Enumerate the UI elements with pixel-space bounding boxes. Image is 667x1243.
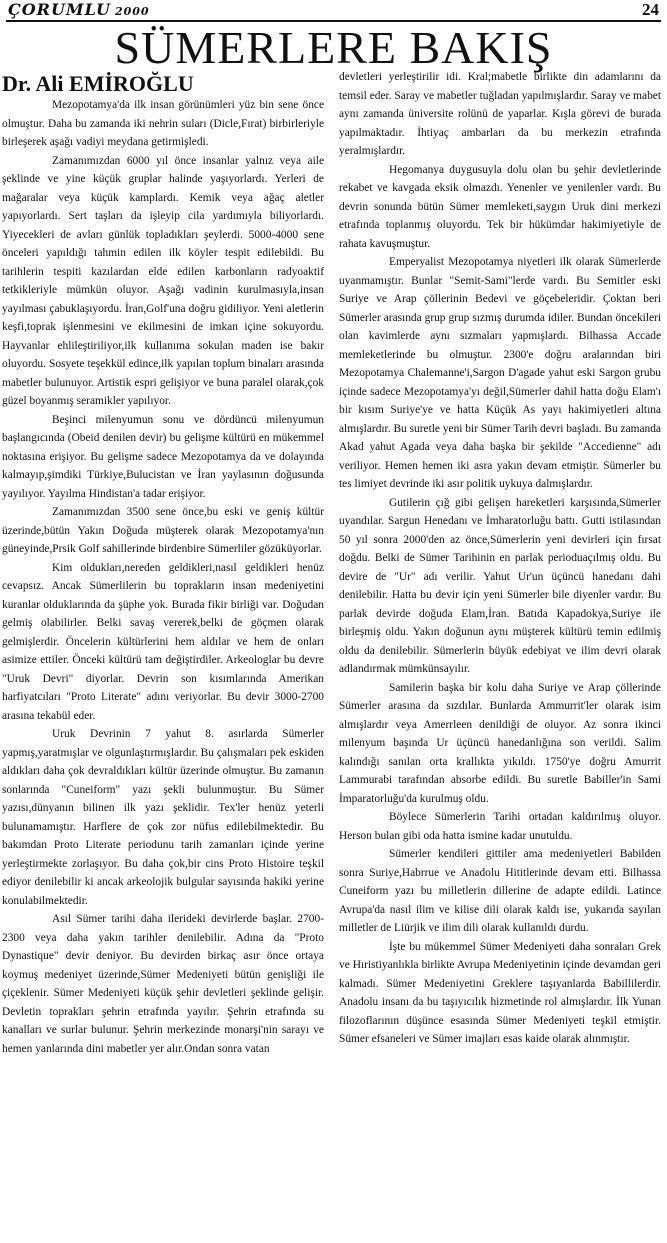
page-header xyxy=(6,0,661,20)
author-byline: Dr. Ali EMİROĞLU xyxy=(2,71,194,96)
article-title: SÜMERLERE BAKIŞ xyxy=(114,22,553,73)
paragraph: Böylece Sümerlerin Tarihi ortadan kaldırılmış oluyor. Herson bulan gibi oda hatta ismine kadar unutuldu. xyxy=(339,811,661,842)
page-number: 24 xyxy=(642,0,659,19)
paragraph: İşte bu mükemmel Sümer Medeniyeti daha sonraları Grek ve Hıristiyanlıkla birlikte Avrupa Medeniyetinin içinde devamdan geri kalmadı. Sümer Medeniyetini Greklere taşıyanlarda Babillilerdir. Anadolu insanı da bu taşıyıcılık hizmetinde rol almışlardır. İlk Yunan filozoflarının düşünce esasında Sümer Medeniyeti teşkil etmiştir. Sümer efsaneleri ve Sümer imajları esas kaide olarak alınmıştır. xyxy=(339,940,661,1045)
paragraph: Sümerler kendileri gittiler ama medeniyetleri Babilden sonra Suriye,Habrrue ve Anadolu Hititlerinde devam etti. Bilhassa Cuneiform yazı bu milletlerin dillerine de adapte edildi. Latince Avrupa'da nasıl ilim ve kilise dili olarak kaldı ise, yukarıda sayılan milletler de Liürjik ve ilim dili olarak kullanıldı durdu. xyxy=(339,848,661,934)
paragraph: Samilerin başka bir kolu daha Suriye ve Arap çöllerinde Sümerler arasına da sızdılar. Bunlarda Ammurrit'ler olarak isim almışlardır veya Amerrleen denildiği de oluyor. Az sonra ikinci milenyum başında Ur üçüncü hanedanlığına son verildi. Salim kalındığı sanılan orta krallıkta yıkıldı. 1750'ye doğru Amurrit Lammurabi tarafından absorbe edildi. Bu suretle Babiller'in Sami İmparatorluğu'da kurulmuş oldu. xyxy=(339,681,661,805)
masthead xyxy=(8,0,150,19)
masthead-year: 2000 xyxy=(114,5,150,18)
paragraph: Gutilerin çığ gibi gelişen hareketleri karşısında,Sümerler uyandılar. Sargun Henedanı ve İmharatorluğu battı. Gutti istilasından 50 yıl sonra 2000'den az önce,Sümerlerin yeni devirleri için fırsat doğdu. Belki de Sümer Tarihinin en parlak perioduaçılmış oldu. Bu devire de "Ur" adı verilir. Yahut Ur'un üçüncü hanedanı dahi denilebilir. Hatta bu devir için yeni Sümerler bile diyenler vardır. Bu parlak devirde doğuda Elam,İran. Batıda Kapadokya,Suriye ile birleşmiş oldu. Yakın doğunun aynı müşterek kültürü temin edilmiş oldu da denilebilir. Sümerlerin büyük edebiyat ve ilim devri olarak adlandırmak mümkünsayılır. xyxy=(339,496,661,675)
paragraph: devletleri yerleştirilir idi. Kral;mabetle birlikte din adamlarını da temsil eder. Saray ve mabetler tuğladan yapılmışlardır. Saray ve mabet aynı zamanda üniversite rolünü de yaparlar. Kışla görevi de burada yapılmaktadır. İhtiyaç ambarları da bu merkezin etrafında yeralmışlardır. xyxy=(339,71,661,157)
masthead-title: ÇORUMLU xyxy=(8,0,111,19)
right-column xyxy=(339,68,661,1049)
paragraph: Uruk Devrinin 7 yahut 8. asırlarda Sümerler yapmış,yaratmışlar ve olgunlaştırmışlardır. Bu çalışmaları pek eskiden aldıkları daha çok devraldıkları kültür üzerinde olmuştur. Bu zamanın sonlarında "Cuneiform" yazı şekli bulunmuştur. Bu Sümer yazısı,dünyanın bilinen ilk yazı şeklidir. Tex'ler henüz yeterli bulunamamıştır. Harflere de çok zor nüfus edilebilmektedir. Bu bakımdan Proto Literate periodunu tarih zamanları içinde yerine yerleştirmekte zorlaşıyor. Bu daha çok,bir cins Proto Histoire teşkil ediyor denilebilir ki ancak arkeolojik bulgular sayısında hakiki yerine konulabilmektedir. xyxy=(2,728,324,907)
paragraph: Mezopotamya'da ilk insan görünümleri yüz bin sene önce olmuştur. Daha bu zamanda iki nehrin suları (Dicle,Fırat) birbirleriyle birleşerek aşağı vadiyi meydana getirmişledi. xyxy=(2,99,324,148)
paragraph: Zamanımızdan 3500 sene önce,bu eski ve geniş kültür üzerinde,bütün Yakın Doğuda müşterek olarak Mezopotamya'nın güneyinde,Prsik Golf sahillerinde birdenbire Sümerliler gözüküyorlar. xyxy=(2,506,324,555)
paragraph: Asıl Sümer tarihi daha ilerideki devirlerde başlar. 2700-2300 veya daha yakın tarihler denilebilir. Adına da "Proto Dynastique" devir deniyor. Bu devirden birkaç asır önce ortaya koymuş medeniyet üzerinde,Sümer Medeniyeti bütün genişliği ile çiçeklenir. Sümer Medeniyeti küçük şehir devletleri şeklinde gelişir. Devletin toprakları şehrin etrafında yayılır. Şehrin etrafında su kanalları ve surlar bulunur. Şehrin merkezinde monarşi'nin sarayı ve hemen yanlarında dini mabetler yer alır.Ondan sonra vatan xyxy=(2,913,324,1055)
paragraph: Kim oldukları,nereden geldikleri,nasıl geldikleri henüz cevapsız. Ancak Sümerlilerin bu toprakların insan medeniyetini kuranlar olduklarında da şüphe yok. Burada fikir birliği var. Doğudan gelmiş olabilirler. Belki savaş vererek,belki de göçmen olarak gelmişlerdir. Öncelerin kültürlerini hem aldılar ve hem de onları asimize ettiler. Önceki kültürü tam değiştirdiler. Arkeologlar bu devre "Uruk Devri" diyorlar. Devrin son kısımlarında Amerikan harfiyatcıları "Proto Literate" adını veriyorlar. Bu devir 3000-2700 arasına tekabül eder. xyxy=(2,561,324,722)
paragraph: Zamanımızdan 6000 yıl önce insanlar yalnız veya aile şeklinde ve yine küçük gruplar halinde yaşıyorlardı. Yerleri de mağaralar veya küçük kamplardı. Kemik veya ağaç aletler yapıyorlardı. Sert taşları da işleyip cila yardımıyla biliyorlardı. Yiyecekleri de avları günlük topladıkları şeylerdi. 5000-4000 sene önceleri yapıldığı tahmin edilen ilk köyler tespit edilebildi. Bu tarihlerin tespiti kazılardan elde edilen karbonların radyoaktif tetkikleriyle mümkün oluyor. Aşağı vadinin kurulmasıyla,insan yayılması çabuklaşıyordu. İran,Golf'una doğru gidiliyor. Yeni aletlerin keşfi,toprak işlenmesini ve ekilmesini de imkan içine sokuyordu. Hayvanlar ehlileştiriliyor,ilk kullanıma sokulan maden ise bakır oluyordu. Sosyete teşekkül edince,ilk yapılan toplum binaları arasında mabetler bulunuyor. Artistik espri gelişiyor ve buna paralel olarak,çok güzel boyanmış seramikler yapılıyor. xyxy=(2,154,324,407)
left-column xyxy=(2,96,324,1058)
paragraph: Emperyalist Mezopotamya niyetleri ilk olarak Sümerlerde uyanmamıştır. Bunlar "Semit-Sami"lerde vardı. Bu Semitler eski Suriye ve Arap çöllerinin Bedevi ve göçebeleridir. Çoktan beri Sümerler arasında grup grup sızmış durumda idiler. Bundan öncekileri olan kavimlerde aynı sızmaları yapmışlardı. Bilhassa Accade memleketlerinde bu olmuştur. 2300'e doğru aralarından biri Mezopotamya Chalemanne'i,Sargon D'agade yahut eski Sargon grubu içinde sadece Mezopotamya'yı değil,Sümerler dahil hatta doğu Elam'ı bir kısım Suriye'ye ve hatta Küçük As yayı hakimiyetleri altına almışlardır. Bu suretle yeni bir Sümer Tarih devri başladı. Bu zamanda Akad yahut Agada veya daha başka bir şekilde "Accedienne" adı veriliyor. Hemen hemen iki asra yakın devam etmiştir. Sümerler bu tes limiyet devrinde iki asır politik uykuya dalmışlardır. xyxy=(339,256,661,490)
paragraph: Hegomanya duygusuyla dolu olan bu şehir devletlerinde rekabet ve kavgada eksik olmazdı. Yenenler ve yenilenler vardı. Bu devrin sonunda bütün Sümer memleketi,saygın Uruk dini merkezi etrafında toplanmış oluyordu. Tek bir hükümdar hakimiyetiyle de rahata kavuşmuştur. xyxy=(339,163,661,250)
paragraph: Beşinci milenyumun sonu ve dördüncü milenyumun başlangıcında (Obeid denilen devir) bu gelişme kültürü en mükemmel noktasına erişiyor. Bu gelişme sadece Mezopotamya da ve dolayında kalmayıp,şimdiki Türkiye,Bulucistan ve İran yaylasının doğusunda yayılıyor. Yayılma Hindistan'a tadar erişiyor. xyxy=(2,413,324,500)
